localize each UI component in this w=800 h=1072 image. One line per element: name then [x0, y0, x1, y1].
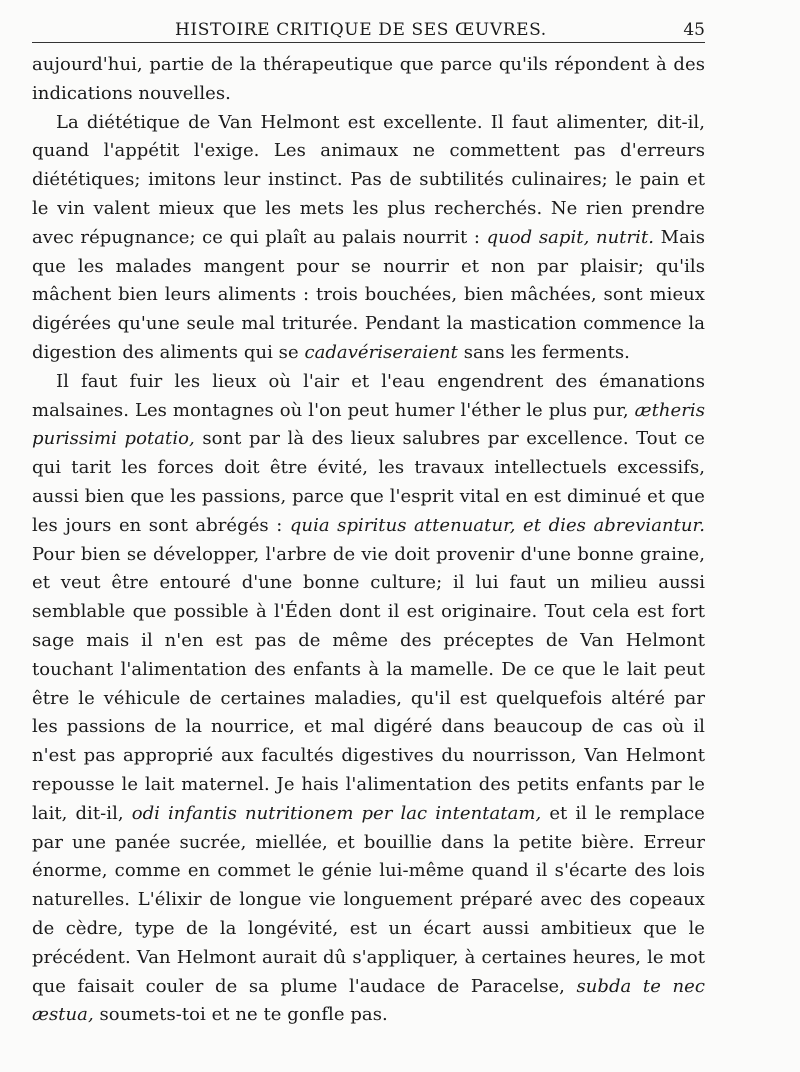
text-segment: et il le remplace par une panée sucrée, miellée, et bouillie dans la petite bière. Erreur énorme, comme en commet le génie lui-même quand il s'écarte des lois naturelles. L'élixir de longue vie longuement préparé avec des copeaux de cèdre, type de la longévité, est un écart aussi ambitieux que le précédent. Van Helmont aurait dû s'appliquer, à certaines heures, le mot que faisait couler de sa plume l'audace de Paracelse,: [32, 802, 705, 997]
paragraph: [32, 109, 705, 368]
page-header: [32, 0, 705, 43]
page-number: 45: [683, 20, 705, 40]
latin-quote: quia spiritus attenuatur, et dies abreviantur.: [289, 514, 705, 536]
text-segment: aujourd'hui, partie de la thérapeutique que parce qu'ils répondent à des indications nouvelles.: [32, 54, 705, 104]
paragraph: [32, 51, 705, 109]
text-segment: Mais que les malades mangent pour se nourrir et non par plaisir; qu'ils mâchent bien leurs aliments : trois bouchées, bien mâchées, sont mieux digérées qu'une seule mal triturée. Pendant la mastication commence la digestion des aliments qui se: [32, 226, 705, 363]
paragraph: [32, 368, 705, 1030]
text-segment: Il faut fuir les lieux où l'air et l'eau engendrent des émanations malsaines. Les montagnes où l'on peut humer l'éther le plus pur,: [32, 370, 705, 421]
text-segment: La diététique de Van Helmont est excellente. Il faut alimenter, dit-il, quand l'appétit l'exige. Les animaux ne commettent pas d'erreurs diététiques; imitons leur instinct. Pas de subtilités culinaires; le pain et le vin valent mieux que les mets les plus recherchés. Ne rien prendre avec répugnance; ce qui plaît au palais nourrit :: [32, 111, 705, 248]
text-segment: sans les ferments.: [457, 341, 630, 363]
italic-term: cadavériseraient: [304, 341, 458, 363]
latin-quote: odi infantis nutritionem per lac intentatam,: [131, 802, 542, 824]
text-segment: soumets-toi et ne te gonfle pas.: [93, 1004, 388, 1026]
latin-quote: quod sapit, nutrit.: [486, 226, 655, 248]
body-text: [32, 51, 705, 1030]
latin-quote: ætheris purissimi potatio,: [32, 399, 705, 450]
text-segment: sont par là des lieux salubres par excellence. Tout ce qui tarit les forces doit être évité, les travaux intellectuels excessifs, aussi bien que les passions, parce que l'esprit vital en est diminué et que les jours en sont abrégés :: [32, 428, 705, 536]
running-title: HISTOIRE CRITIQUE DE SES ŒUVRES.: [175, 20, 547, 40]
text-segment: Pour bien se développer, l'arbre de vie doit provenir d'une bonne graine, et veut être entouré d'une bonne culture; il lui faut un milieu aussi semblable que possible à l'Éden dont il est originaire. Tout cela est fort sage mais il n'en est pas de même des préceptes de Van Helmont touchant l'alimentation des enfants à la mamelle. De ce que le lait peut être le véhicule de certaines maladies, qu'il est quelquefois altéré par les passions de la nourrice, et mal digéré dans beaucoup de cas où il n'est pas approprié aux facultés digestives du nourrisson, Van Helmont repousse le lait maternel. Je hais l'alimentation des petits enfants par le lait, dit-il,: [32, 543, 705, 824]
latin-quote: subda te nec æstua,: [32, 975, 705, 1026]
